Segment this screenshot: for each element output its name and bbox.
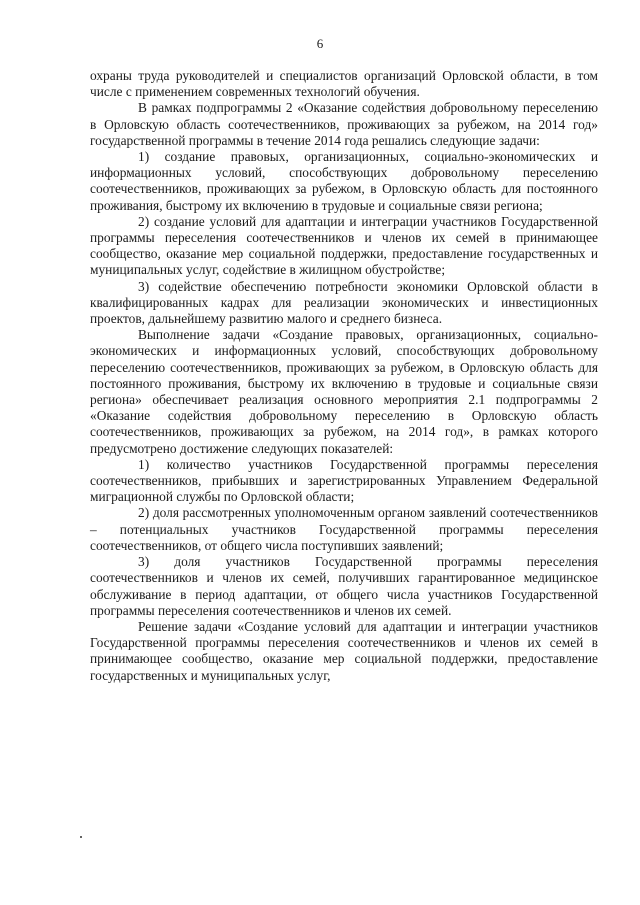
paragraph-continuation: охраны труда руководителей и специалистов организаций Орловской области, в том числе с применением современных технологий обучения. — [90, 68, 598, 100]
document-body — [90, 68, 598, 684]
paragraph-indicator-3: 3) доля участников Государственной программы переселения соотечественников и членов их семей, получивших гарантированное медицинское обслуживание в период адаптации, от общего числа участников Государственной программы переселения соотечественников и членов их семей. — [90, 554, 598, 618]
paragraph-task-3: 3) содействие обеспечению потребности экономики Орловской области в квалифицированных кадрах для реализации экономических и инвестиционных проектов, дальнейшему развитию малого и среднего бизнеса. — [90, 278, 598, 327]
paragraph-task-2: 2) создание условий для адаптации и интеграции участников Государственной программы переселения соотечественников и членов их семей в принимающее сообщество, оказание мер социальной поддержки, предоставление государственных и муниципальных услуг, содействие в жилищном обустройстве; — [90, 213, 598, 278]
page-number: 6 — [316, 36, 324, 51]
paragraph-task-execution: Выполнение задачи «Создание правовых, организационных, социально-экономических и информационных условий, способствующих добровольному переселению соотечественников, проживающих за рубежом, в Орловскую область для постоянного проживания, быстрому их включению в трудовые и социальные связи региона» обеспечивает реализация основного мероприятия 2.1 подпрограммы 2 «Оказание содействия добровольному переселению в Орловскую область соотечественников, проживающих за рубежом, на 2014 год», в рамках которого предусмотрено достижение следующих показателей: — [90, 327, 598, 456]
paragraph-task-solution: Решение задачи «Создание условий для адаптации и интеграции участников Государственной программы переселения соотечественников и членов их семей в принимающее сообщество, оказание мер социальной поддержки, предоставление государственных и муниципальных услуг, — [90, 618, 598, 683]
paragraph-subprogram-intro: В рамках подпрограммы 2 «Оказание содействия добровольному переселению в Орловскую область соотечественников, проживающих за рубежом, на 2014 год» государственной программы в течение 2014 года решались следующие задачи: — [90, 100, 598, 148]
paragraph-indicator-2: 2) доля рассмотренных уполномоченным органом заявлений соотечественников – потенциальных участников Государственной программы переселения соотечественников, от общего числа поступивших заявлений; — [90, 505, 598, 553]
paragraph-indicator-1: 1) количество участников Государственной программы переселения соотечественников, прибывших и зарегистрированных Управлением Федеральной миграционной службы по Орловской области; — [90, 456, 598, 505]
paragraph-task-1: 1) создание правовых, организационных, социально-экономических и информационных условий, способствующих добровольному переселению соотечественников, проживающих за рубежом, в Орловскую область для постоянного проживания, быстрому их включению в трудовые и социальные связи региона; — [90, 149, 598, 213]
scan-speck — [80, 836, 82, 838]
